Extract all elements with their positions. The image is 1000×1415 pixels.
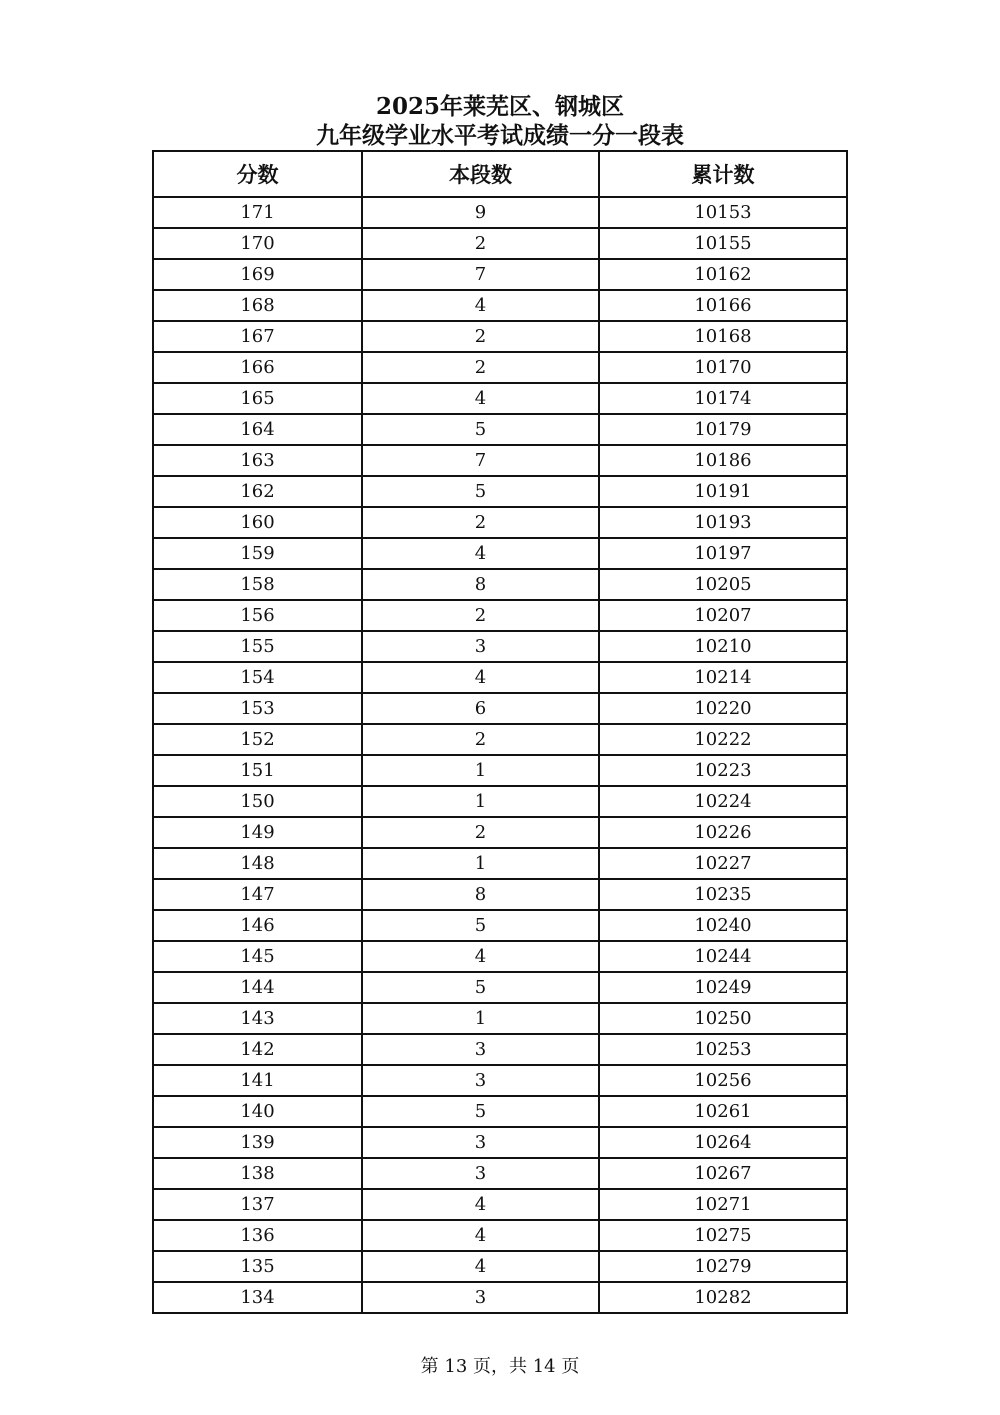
cell-score: 139	[153, 1127, 362, 1158]
cell-score: 159	[153, 538, 362, 569]
cell-cumulative-count: 10240	[599, 910, 847, 941]
cell-segment-count: 5	[362, 972, 599, 1003]
cell-cumulative-count: 10174	[599, 383, 847, 414]
cell-segment-count: 5	[362, 1096, 599, 1127]
table-row	[153, 1127, 847, 1158]
cell-segment-count: 7	[362, 259, 599, 290]
cell-cumulative-count: 10250	[599, 1003, 847, 1034]
cell-cumulative-count: 10197	[599, 538, 847, 569]
cell-segment-count: 8	[362, 569, 599, 600]
cell-score: 143	[153, 1003, 362, 1034]
cell-segment-count: 3	[362, 1158, 599, 1189]
cell-cumulative-count: 10222	[599, 724, 847, 755]
cell-score: 134	[153, 1282, 362, 1313]
table-row	[153, 1189, 847, 1220]
table-header-row	[153, 151, 847, 197]
cell-score: 154	[153, 662, 362, 693]
cell-cumulative-count: 10256	[599, 1065, 847, 1096]
table-row	[153, 476, 847, 507]
cell-cumulative-count: 10179	[599, 414, 847, 445]
cell-score: 148	[153, 848, 362, 879]
table-row	[153, 1034, 847, 1065]
cell-segment-count: 4	[362, 941, 599, 972]
table-row	[153, 445, 847, 476]
cell-cumulative-count: 10223	[599, 755, 847, 786]
table-row	[153, 817, 847, 848]
header-score: 分数	[153, 151, 362, 197]
cell-score: 150	[153, 786, 362, 817]
table-row	[153, 972, 847, 1003]
cell-cumulative-count: 10220	[599, 693, 847, 724]
cell-cumulative-count: 10162	[599, 259, 847, 290]
cell-score: 147	[153, 879, 362, 910]
table-row	[153, 197, 847, 228]
table-row	[153, 1282, 847, 1313]
cell-segment-count: 3	[362, 1282, 599, 1313]
cell-cumulative-count: 10193	[599, 507, 847, 538]
cell-cumulative-count: 10210	[599, 631, 847, 662]
cell-segment-count: 3	[362, 631, 599, 662]
cell-cumulative-count: 10226	[599, 817, 847, 848]
cell-cumulative-count: 10170	[599, 352, 847, 383]
cell-segment-count: 9	[362, 197, 599, 228]
cell-score: 135	[153, 1251, 362, 1282]
cell-segment-count: 4	[362, 290, 599, 321]
cell-cumulative-count: 10271	[599, 1189, 847, 1220]
cell-segment-count: 2	[362, 352, 599, 383]
cell-cumulative-count: 10186	[599, 445, 847, 476]
table-row	[153, 290, 847, 321]
cell-cumulative-count: 10224	[599, 786, 847, 817]
cell-cumulative-count: 10207	[599, 600, 847, 631]
table-row	[153, 352, 847, 383]
table-row	[153, 662, 847, 693]
cell-segment-count: 1	[362, 848, 599, 879]
table-row	[153, 259, 847, 290]
cell-score: 137	[153, 1189, 362, 1220]
cell-score: 145	[153, 941, 362, 972]
page-footer: 第 13 页，共 14 页	[420, 1356, 580, 1377]
cell-cumulative-count: 10227	[599, 848, 847, 879]
cell-score: 163	[153, 445, 362, 476]
cell-cumulative-count: 10261	[599, 1096, 847, 1127]
cell-score: 171	[153, 197, 362, 228]
cell-score: 140	[153, 1096, 362, 1127]
cell-segment-count: 2	[362, 507, 599, 538]
table-row	[153, 507, 847, 538]
table-row	[153, 724, 847, 755]
cell-score: 153	[153, 693, 362, 724]
table-row	[153, 693, 847, 724]
cell-cumulative-count: 10244	[599, 941, 847, 972]
cell-segment-count: 2	[362, 321, 599, 352]
cell-segment-count: 4	[362, 383, 599, 414]
cell-score: 158	[153, 569, 362, 600]
header-cumulative-count: 累计数	[599, 151, 847, 197]
cell-segment-count: 2	[362, 228, 599, 259]
cell-score: 146	[153, 910, 362, 941]
cell-score: 162	[153, 476, 362, 507]
cell-cumulative-count: 10253	[599, 1034, 847, 1065]
cell-segment-count: 2	[362, 817, 599, 848]
cell-score: 151	[153, 755, 362, 786]
score-distribution-table	[152, 150, 848, 1314]
cell-segment-count: 7	[362, 445, 599, 476]
cell-score: 167	[153, 321, 362, 352]
table-row	[153, 1065, 847, 1096]
cell-score: 136	[153, 1220, 362, 1251]
cell-cumulative-count: 10166	[599, 290, 847, 321]
cell-segment-count: 5	[362, 414, 599, 445]
cell-cumulative-count: 10279	[599, 1251, 847, 1282]
cell-score: 152	[153, 724, 362, 755]
table-row	[153, 321, 847, 352]
cell-cumulative-count: 10191	[599, 476, 847, 507]
cell-cumulative-count: 10155	[599, 228, 847, 259]
header-segment-count: 本段数	[362, 151, 599, 197]
table-row	[153, 600, 847, 631]
cell-segment-count: 4	[362, 1189, 599, 1220]
cell-score: 160	[153, 507, 362, 538]
cell-score: 138	[153, 1158, 362, 1189]
table-row	[153, 910, 847, 941]
cell-score: 142	[153, 1034, 362, 1065]
cell-segment-count: 5	[362, 476, 599, 507]
table-row	[153, 1096, 847, 1127]
cell-cumulative-count: 10153	[599, 197, 847, 228]
cell-score: 141	[153, 1065, 362, 1096]
cell-score: 168	[153, 290, 362, 321]
cell-cumulative-count: 10267	[599, 1158, 847, 1189]
table-body	[153, 197, 847, 1313]
cell-cumulative-count: 10249	[599, 972, 847, 1003]
table-row	[153, 228, 847, 259]
cell-segment-count: 3	[362, 1127, 599, 1158]
cell-segment-count: 8	[362, 879, 599, 910]
table-row	[153, 1220, 847, 1251]
table-row	[153, 631, 847, 662]
cell-segment-count: 3	[362, 1034, 599, 1065]
cell-segment-count: 4	[362, 662, 599, 693]
table-row	[153, 848, 847, 879]
cell-segment-count: 6	[362, 693, 599, 724]
cell-segment-count: 1	[362, 1003, 599, 1034]
cell-cumulative-count: 10205	[599, 569, 847, 600]
cell-score: 155	[153, 631, 362, 662]
cell-cumulative-count: 10214	[599, 662, 847, 693]
cell-segment-count: 4	[362, 1220, 599, 1251]
cell-score: 170	[153, 228, 362, 259]
cell-segment-count: 1	[362, 786, 599, 817]
table-row	[153, 569, 847, 600]
table-row	[153, 786, 847, 817]
cell-cumulative-count: 10282	[599, 1282, 847, 1313]
document-title: 2025年莱芜区、钢城区	[375, 93, 624, 120]
cell-cumulative-count: 10168	[599, 321, 847, 352]
table-row	[153, 538, 847, 569]
cell-score: 149	[153, 817, 362, 848]
table-row	[153, 1158, 847, 1189]
cell-segment-count: 4	[362, 538, 599, 569]
cell-segment-count: 4	[362, 1251, 599, 1282]
cell-segment-count: 2	[362, 600, 599, 631]
cell-score: 144	[153, 972, 362, 1003]
cell-segment-count: 3	[362, 1065, 599, 1096]
cell-segment-count: 5	[362, 910, 599, 941]
cell-score: 169	[153, 259, 362, 290]
table-row	[153, 383, 847, 414]
table-row	[153, 1003, 847, 1034]
cell-segment-count: 1	[362, 755, 599, 786]
cell-score: 156	[153, 600, 362, 631]
table-row	[153, 414, 847, 445]
table-row	[153, 941, 847, 972]
table-row	[153, 879, 847, 910]
cell-segment-count: 2	[362, 724, 599, 755]
cell-score: 165	[153, 383, 362, 414]
table-row	[153, 755, 847, 786]
cell-cumulative-count: 10264	[599, 1127, 847, 1158]
cell-cumulative-count: 10235	[599, 879, 847, 910]
cell-cumulative-count: 10275	[599, 1220, 847, 1251]
document-subtitle: 九年级学业水平考试成绩一分一段表	[316, 122, 684, 149]
table-row	[153, 1251, 847, 1282]
cell-score: 164	[153, 414, 362, 445]
cell-score: 166	[153, 352, 362, 383]
